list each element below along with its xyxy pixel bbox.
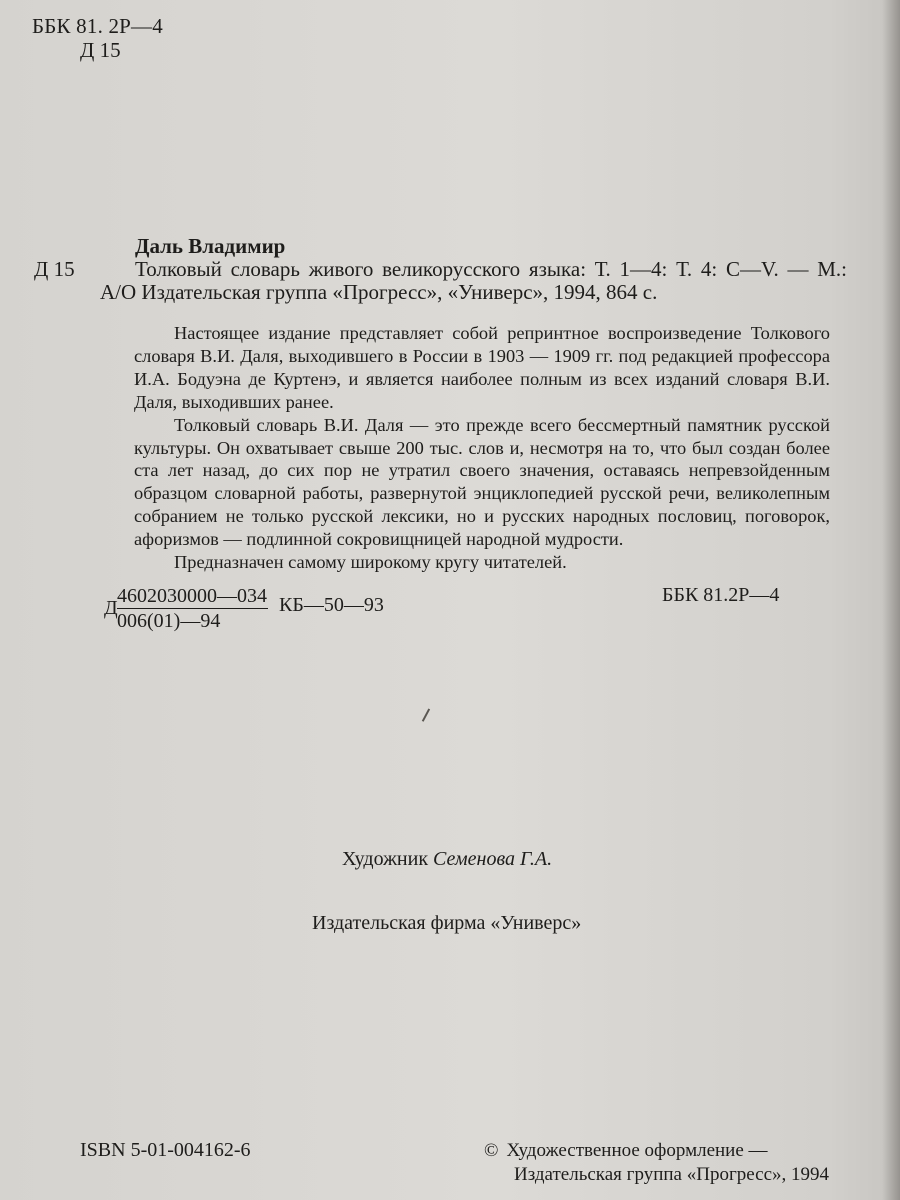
copyright-line-2: Издательская группа «Прогресс», 1994 <box>514 1164 830 1185</box>
annotation <box>134 322 830 574</box>
copyright-notice <box>484 1139 829 1187</box>
kb-code: КБ—50—93 <box>279 594 384 616</box>
author-index: Д 15 <box>34 257 75 281</box>
artist-credit <box>342 848 552 871</box>
author-name: Даль Владимир <box>135 234 286 258</box>
bibliographic-title-line-1: Толковый словарь живого великорусского языка: Т. 1—4: Т. 4: С—V. — М.: <box>135 257 847 281</box>
code-fraction <box>117 585 268 632</box>
top-bbk-code: ББК 81. 2Р—4 <box>32 14 163 38</box>
isbn: ISBN 5-01-004162-6 <box>80 1139 251 1161</box>
top-author-index: Д 15 <box>80 38 121 62</box>
copyright-sign: © <box>484 1140 499 1161</box>
artist-label: Художник <box>342 848 429 870</box>
code-numerator: 4602030000—034 <box>117 585 267 607</box>
artist-name: Семенова Г.А. <box>433 848 553 870</box>
page-scratch-mark <box>422 708 430 721</box>
page-edge-shadow <box>882 0 900 1200</box>
copyright-line-1: Художественное оформление — <box>506 1140 768 1161</box>
bibliographic-title-line-2: А/О Издательская группа «Прогресс», «Универс», 1994, 864 с. <box>100 280 658 304</box>
annotation-paragraph: Настоящее издание представляет собой репринтное воспроизведение Толкового словаря В.И. Даля, выходившего в России в 1903 — 1909 гг. под редакцией профессора И.А. Бодуэна де Куртенэ, и является наиболее полным из всех изданий словаря В.И. Даля, выходивших ранее. <box>134 323 830 412</box>
annotation-paragraph: Толковый словарь В.И. Даля — это прежде всего бессмертный памятник русской культуры. Он охватывает свыше 200 тыс. слов и, несмотря на то, что был создан более ста лет назад, до сих пор не утратил своего значения, оставаясь непревзойденным образцом словарной работы, развернутой энциклопедией русской речи, великолепным собранием не только русской лексики, но и русских народных пословиц, поговорок, афоризмов — подлинной сокровищницей народной мудрости. <box>134 414 830 550</box>
publisher-name: Издательская фирма «Универс» <box>312 912 582 934</box>
code-denominator: 006(01)—94 <box>117 610 221 632</box>
annotation-paragraph: Предназначен самому широкому кругу читателей. <box>174 552 567 573</box>
bbk-code: ББК 81.2Р—4 <box>662 584 780 606</box>
code-letter: Д <box>104 597 118 619</box>
